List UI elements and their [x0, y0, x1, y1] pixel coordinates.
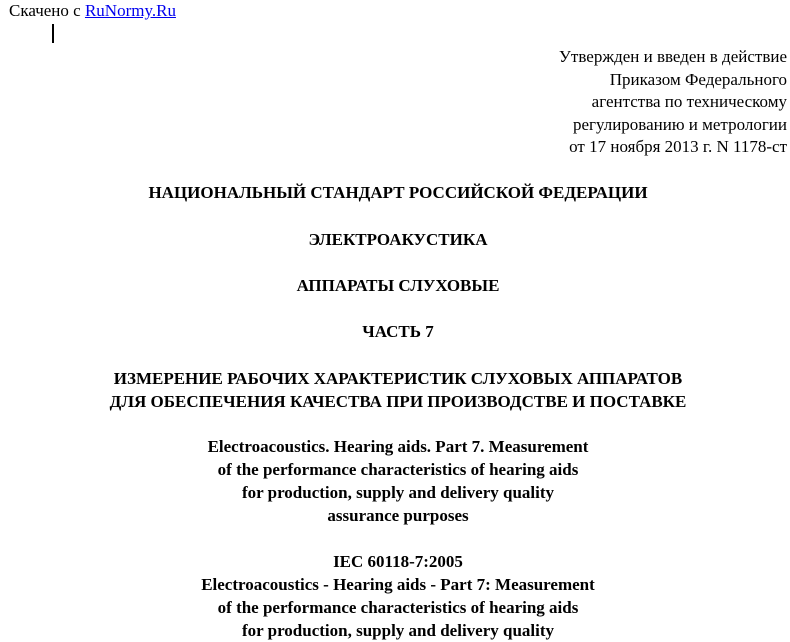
approval-line: от 17 ноября 2013 г. N 1178-ст: [569, 137, 787, 156]
english-title-line: of the performance characteristics of hearing aids: [217, 460, 579, 479]
english-title-line: for production, supply and delivery quality: [241, 483, 555, 502]
english-title: [0, 435, 790, 527]
approval-line: регулированию и метрологии: [572, 114, 787, 134]
source-prefix: Скачено с: [9, 1, 81, 20]
russian-title-line: ДЛЯ ОБЕСПЕЧЕНИЯ КАЧЕСТВА ПРИ ПРОИЗВОДСТВЕ И ПОСТАВКЕ: [109, 392, 687, 411]
approval-line: Приказом Федерального: [609, 69, 787, 89]
subtitle-heading: АППАРАТЫ СЛУХОВЫЕ: [296, 276, 500, 295]
approval-line: Утвержден и введен в действие: [558, 47, 787, 66]
part-heading: ЧАСТЬ 7: [362, 322, 434, 341]
source-line: [9, 1, 176, 21]
iec-block: [0, 550, 790, 642]
approval-block: [559, 46, 787, 159]
english-title-line: assurance purposes: [327, 506, 469, 525]
russian-title-line: ИЗМЕРЕНИЕ РАБОЧИХ ХАРАКТЕРИСТИК СЛУХОВЫХ АППАРАТОВ: [113, 369, 683, 388]
subject-heading: ЭЛЕКТРОАКУСТИКА: [308, 230, 488, 249]
approval-line: агентства по техническому: [591, 92, 787, 111]
national-standard-heading: НАЦИОНАЛЬНЫЙ СТАНДАРТ РОССИЙСКОЙ ФЕДЕРАЦИИ: [148, 183, 648, 202]
iec-title-line: of the performance characteristics of hearing aids: [217, 598, 579, 617]
iec-title-line: for production, supply and delivery quality: [241, 621, 555, 640]
source-link[interactable]: RuNormy.Ru: [84, 1, 176, 20]
text-cursor: [52, 24, 54, 43]
iec-code: IEC 60118-7:2005: [333, 552, 463, 571]
russian-title: [0, 367, 790, 413]
iec-title-line: Electroacoustics - Hearing aids - Part 7: Measurement: [201, 575, 595, 594]
english-title-line: Electroacoustics. Hearing aids. Part 7. Measurement: [207, 437, 589, 456]
